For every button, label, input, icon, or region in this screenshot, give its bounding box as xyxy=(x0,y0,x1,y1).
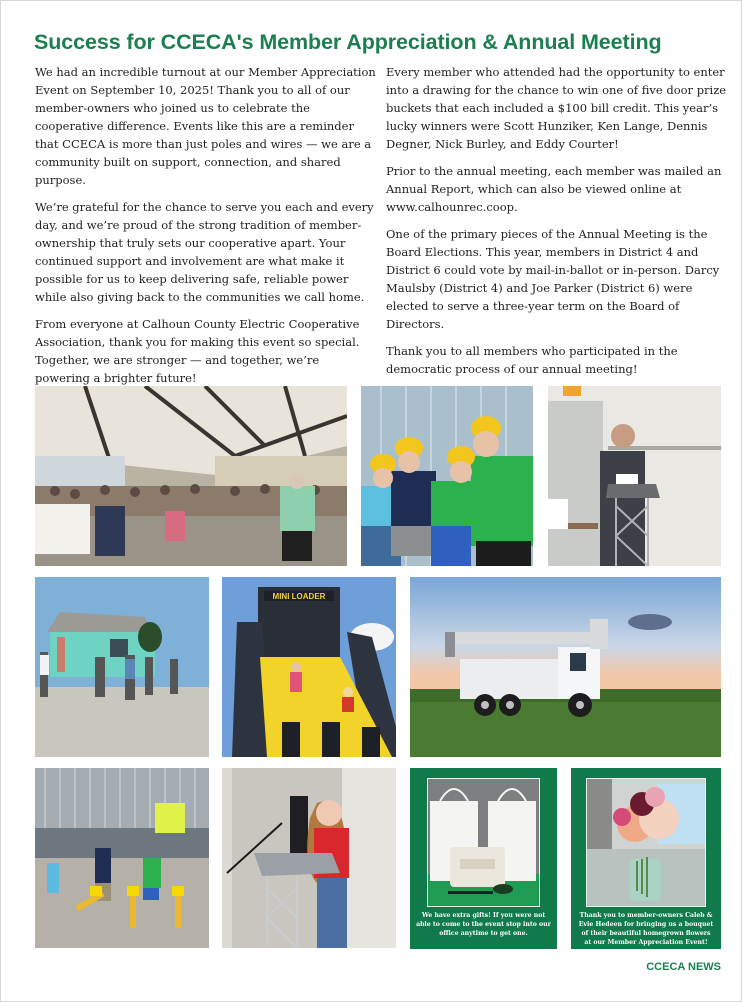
paragraph: Prior to the annual meeting, each member was mailed an Annual Report, which can also be viewed online at www.calhounrec.coop. xyxy=(386,164,722,214)
paragraph: Every member who attended had the opportunity to enter into a drawing for the chance to win one of five door prize buckets that each included a $100 bill credit. This year’s lucky winners were Scott Hunziker, Ken Lange, Dennis Degner, Nick Burley, and Eddy Courter! xyxy=(386,65,727,151)
paragraph: We’re grateful for the chance to serve you each and every day, and we’re proud of the strong tradition of member-ownership that truly sets our cooperative apart. Your continued support and involvement are what make it possible for us to keep delivering safe, reliable power while also giving back to the communities we call home. xyxy=(35,200,374,304)
gifts-card xyxy=(410,768,557,949)
photo-tiny-house xyxy=(35,577,209,757)
right-column xyxy=(386,63,731,387)
photo-girl-speaker xyxy=(222,768,396,948)
flowers-photo xyxy=(586,778,706,907)
article-title: Success for CCECA's Member Appreciation & Annual Meeting xyxy=(34,30,662,54)
left-column xyxy=(35,63,377,396)
paragraph: We had an incredible turnout at our Member Appreciation Event on September 10, 2025! Thank you to all of our member-owners who joined us to celebrate the cooperative difference. Events like this are a reminder that CCECA is more than just poles and wires — we are a community built on support, connection, and shared purpose. xyxy=(35,65,376,187)
gifts-caption: We have extra gifts! If you were not able to come to the event stop into our office anytime to get one. xyxy=(416,912,551,937)
footer-section-label: CCECA NEWS xyxy=(646,961,721,973)
gifts-photo xyxy=(427,778,540,907)
photo-speaker-podium xyxy=(548,386,721,566)
photo-bucket-truck xyxy=(410,577,721,757)
photo-hall-crowd xyxy=(35,386,347,566)
mini-loader-sign: MINI LOADER xyxy=(272,592,326,601)
photo-kids-hardhats xyxy=(361,386,533,566)
photo-kids-game xyxy=(35,768,209,948)
photo-inflatable-slide xyxy=(222,577,396,757)
paragraph: One of the primary pieces of the Annual Meeting is the Board Elections. This year, members in District 4 and District 6 could vote by mail-in-ballot or in-person. Darcy Maulsby (District 4) and Joe Parker (District 6) were elected to serve a three-year term on the Board of Directors. xyxy=(386,227,720,331)
paragraph: From everyone at Calhoun County Electric Cooperative Association, thank you for making this event so special. Together, we are stronger — and together, we’re powering a brighter future! xyxy=(35,317,360,385)
flowers-card xyxy=(571,768,721,949)
paragraph: Thank you to all members who participated in the democratic process of our annual meeting! xyxy=(386,344,678,376)
flowers-caption: Thank you to member-owners Caleb & Evie Hedeen for bringing us a bouquet of their beautiful homegrown flowers at our Member Appreciation Event! xyxy=(578,912,714,946)
